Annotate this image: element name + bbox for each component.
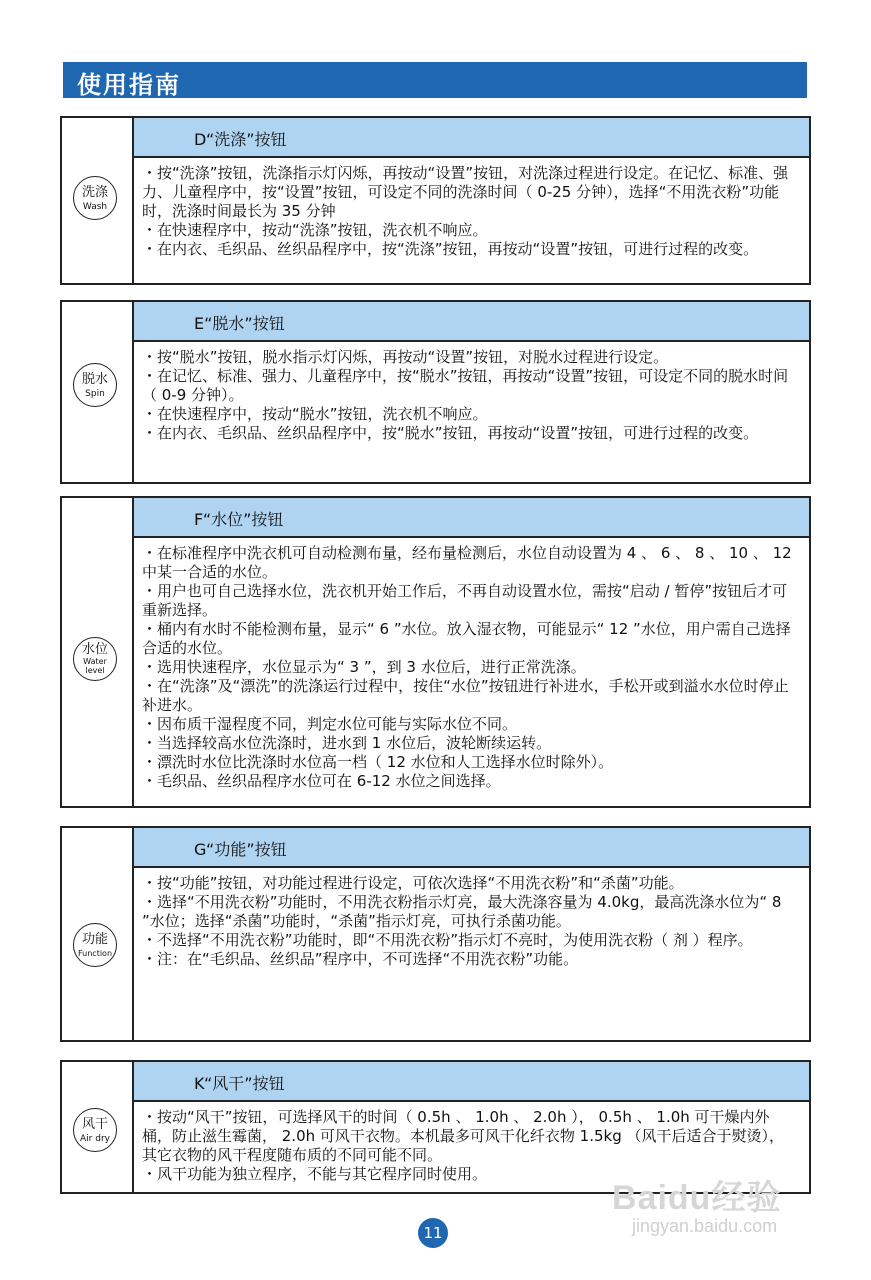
section-water-level <box>60 496 811 808</box>
content-line: ・漂洗时水位比洗涤时水位高一档（ 12 水位和人工选择水位时除外）。 <box>142 753 614 771</box>
content-line: ・因布质干湿程度不同，判定水位可能与实际水位不同。 <box>142 715 518 733</box>
content-line: ・用户也可自己选择水位，洗衣机开始工作后，不再自动设置水位，需按“启动 / 暂停”按钮后才可重新选择。 <box>142 582 788 619</box>
section-icon-column <box>62 1062 134 1192</box>
section-content <box>142 874 797 969</box>
content-line: ・按动“风干”按钮，可选择风干的时间（ 0.5h 、 1.0h 、 2.0h ）， 0.5h 、 1.0h 可干燥内外桶，防止滋生霉菌， 2.0h 可风干衣物。本机最多可风干化纤衣物 1.5kg （风干后适合于熨烫），其它衣物的风干程度随布质的不同可能不同。 <box>142 1108 785 1164</box>
wash-icon: 洗涤 Wash <box>73 176 117 220</box>
content-line: ・桶内有水时不能检测布量，显示“ 6 ”水位。放入湿衣物，可能显示“ 12 ”水位，用户需自己选择合适的水位。 <box>142 620 791 657</box>
section-title-bar <box>134 302 809 342</box>
function-icon: 功能 Function <box>73 923 117 967</box>
section-title: K“风干”按钮 <box>194 1074 285 1093</box>
content-line: ・按“脱水”按钮，脱水指示灯闪烁，再按动“设置”按钮，对脱水过程进行设定。 <box>142 348 669 366</box>
spin-icon: 脱水 Spin <box>73 363 117 407</box>
section-title: D“洗涤”按钮 <box>194 130 287 149</box>
section-title-bar <box>134 498 809 538</box>
section-title: G“功能”按钮 <box>194 840 287 859</box>
section-title-bar <box>134 828 809 868</box>
content-line: ・不选择“不用洗衣粉”功能时，即“不用洗衣粉”指示灯不亮时，为使用洗衣粉（ 剂 ）程序。 <box>142 931 753 949</box>
watermark <box>612 1170 842 1250</box>
content-line: ・选择“不用洗衣粉”功能时，不用洗衣粉指示灯亮，最大洗涤容量为 4.0kg，最高洗涤水位为“ 8 ”水位；选择“杀菌”功能时，“杀菌”指示灯亮，可执行杀菌功能。 <box>142 893 782 930</box>
watermark-brand: Baidu经验 <box>612 1179 782 1217</box>
section-icon-column <box>62 118 134 283</box>
section-content <box>142 348 797 443</box>
section-function <box>60 826 811 1042</box>
page-title: 使用指南 <box>77 71 181 99</box>
section-title: F“水位”按钮 <box>194 510 284 529</box>
section-icon-column <box>62 302 134 482</box>
watermark-url: jingyan.baidu.com <box>632 1216 778 1236</box>
content-line: ・毛织品、丝织品程序水位可在 6-12 水位之间选择。 <box>142 772 501 790</box>
content-line: ・在内衣、毛织品、丝织品程序中，按“脱水”按钮，再按动“设置”按钮，可进行过程的改变。 <box>142 424 759 442</box>
section-content <box>142 164 797 259</box>
section-title-bar <box>134 1062 809 1102</box>
content-line: ・在记忆、标准、强力、儿童程序中，按“脱水”按钮，再按动“设置”按钮，可设定不同的脱水时间（ 0-9 分钟）。 <box>142 367 789 404</box>
content-line: ・按“洗涤”按钮，洗涤指示灯闪烁，再按动“设置”按钮，对洗涤过程进行设定。在记忆、标准、强力、儿童程序中，按“设置”按钮，可设定不同的洗涤时间（ 0-25 分钟），选择“不用洗衣粉”功能时，洗涤时间最长为 35 分钟 <box>142 164 789 220</box>
section-content <box>142 544 797 791</box>
air-dry-icon: 风干 Air dry <box>73 1108 117 1152</box>
content-line: ・在快速程序中，按动“脱水”按钮，洗衣机不响应。 <box>142 405 488 423</box>
content-line: ・选用快速程序，水位显示为“ 3 ”，到 3 水位后，进行正常洗涤。 <box>142 658 586 676</box>
page-header-bar <box>63 62 807 98</box>
content-line: ・在标准程序中洗衣机可自动检测布量，经布量检测后，水位自动设置为 4 、 6 、 8 、 10 、 12 中某一合适的水位。 <box>142 544 792 581</box>
content-line: ・按“功能”按钮，对功能过程进行设定，可依次选择“不用洗衣粉”和“杀菌”功能。 <box>142 874 684 892</box>
content-line: ・风干功能为独立程序，不能与其它程序同时使用。 <box>142 1165 488 1183</box>
content-line: ・在快速程序中，按动“洗涤”按钮，洗衣机不响应。 <box>142 221 488 239</box>
content-line: ・注：在“毛织品、丝织品”程序中，不可选择“不用洗衣粉”功能。 <box>142 950 579 968</box>
section-spin <box>60 300 811 484</box>
section-icon-column <box>62 828 134 1040</box>
section-title: E“脱水”按钮 <box>194 314 285 333</box>
content-line: ・在“洗涤”及“漂洗”的洗涤运行过程中，按住“水位”按钮进行补进水，手松开或到溢水水位时停止补进水。 <box>142 677 789 714</box>
water-level-icon: 水位 Water level <box>73 637 117 681</box>
page-number: 11 <box>418 1218 448 1248</box>
section-title-bar <box>134 118 809 158</box>
section-icon-column <box>62 498 134 806</box>
content-line: ・当选择较高水位洗涤时，进水到 1 水位后，波轮断续运转。 <box>142 734 552 752</box>
section-wash <box>60 116 811 285</box>
content-line: ・在内衣、毛织品、丝织品程序中，按“洗涤”按钮，再按动“设置”按钮，可进行过程的改变。 <box>142 240 759 258</box>
